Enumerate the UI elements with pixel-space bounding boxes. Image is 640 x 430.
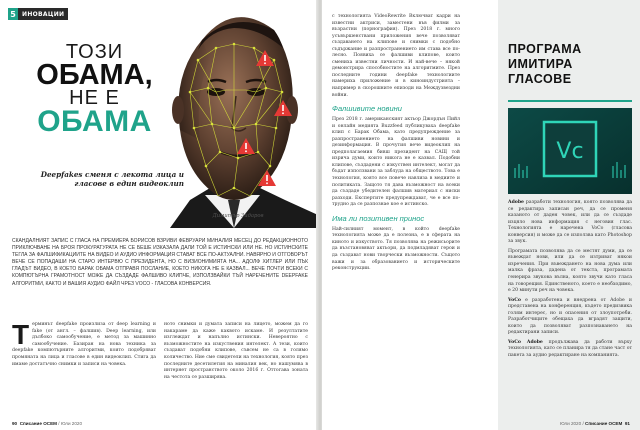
magazine-name-left: Списание ОСЕМ	[19, 421, 57, 426]
headline-line-3: НЕ Е	[69, 87, 120, 109]
body-column-1	[12, 319, 156, 381]
section-tag	[8, 8, 68, 20]
right-page	[322, 0, 640, 430]
headline-line-4: ОБАМА	[37, 105, 152, 138]
sidebar-paragraph-3	[508, 298, 632, 337]
issue-date-right: Юли 2020	[559, 421, 582, 426]
subheading-fake-news: Фалшивите новини	[332, 104, 402, 114]
headline-line-1: ТОЗИ	[65, 41, 124, 63]
body-column-1-text: ерминът deepfake произлиза от deep learning и fake (от англ. – фалшив). Deep learning, или дълбоко самообучение, е метод за машинно самообучение. Базиран на нова техника за deepfake компютърните алгоритми, които подобряват промяната на лица и гласове в един видеоклип. Стига да имаме достатъчно снимки и записи на човека.	[12, 322, 156, 367]
sidebar-p3-text: е разработена и внедрена от Adobe и представена на конференция, където предизвика голям интерес, но и опасения от злоупотреби. Разработчиците обещаха да вградят защити, които да позволяват разпознаването на редактирани записи.	[508, 297, 632, 336]
folio-left: 90 Списание ОСЕМ / Юли 2020	[12, 421, 83, 426]
sidebar-paragraph-2: Програмата позволява да се местят думи, да се въвеждат нови, или да се изтриват някои изречения. При въвеждането на нова дума или малка фраза, дадена от текста, програмата генерира звукова вълна, която звучи като гласа на говорещия. Единственото, което е необходимо, е 20 минути реч на човека.	[508, 248, 632, 294]
headline-line-2: ОБАМА,	[36, 59, 153, 91]
article-column-3	[332, 14, 460, 276]
sidebar-p1-text: разработи технология, която позволява да се редактира записан реч, да се променя казаното от даден човек, или да се създаде изцяло нова информация с неговия глас. Технологията е наречена VoCo (гласова конверсия) и може да се използва като Photoshop за звук.	[508, 200, 632, 245]
issue-date-left: Юли 2020	[60, 421, 83, 426]
voco-adobe-bold: VoCo Adobe	[508, 339, 543, 345]
body-column-2-text: ното снимки и думата записи на лицето, можем да го накараме да каже каквото искаме. И резултатите изглеждат и напълно истински. Невероятно с възможностите на изкуствения интелект. А тези, които създават подобни клипове, съвсем не са в голямо количество. Ние сме свидетели на технология, която през последните десетилетия на миналия век, но нашумява в интернет пространството около 2016 г. Оттогава зоната на честота се разширява.	[164, 322, 308, 380]
voco-app-icon-image	[508, 108, 632, 194]
folio-right: Юли 2020 / Списание ОСЕМ 91	[559, 421, 630, 426]
left-page	[0, 0, 318, 430]
author-byline: Димитър Зидаров	[212, 213, 264, 219]
magazine-name-right: Списание ОСЕМ	[585, 421, 623, 426]
col3-paragraph-1: с технологията VideoRewrite Включват кадри на известни актриси, заместени във филми за възрастни (порнография). През 2018 г. много усъвършенствани приложения вече позволяват създаването на клипове и снимки с подобно съдържание и разпространението им става все по-лесно. Появиха се фалшиви клипове, които смениха известни личности. И най-вече – някой демонстрира способностите на алгоритмите. През последните години deepfake технологиите намериха приложение и в киноиндустрията – например в скорошните епизоди на Междузвездни войни.	[332, 14, 460, 98]
section-label: ИНОВАЦИИ	[18, 8, 68, 20]
col3-paragraph-2: През 2018 г. американският актьор Джордън Пийл и онлайн медията Buzzfeed публикуваха deepfake клип с Барак Обама, като предупреждение за разпространението на фалшиви новини и дезинформация. В прочутия вече видеоклип на предполагаемия бивш президент на САЩ той изрича думи, които никога не е казвал. Подобни клипове, създадени с изкуствен интелект, могат да бъдат използвани за заблуда на обществото. Това е технология, която все повече навлиза в медиите и политиката. Защото тя дава възможност на всеки да създаде убедителен фалшив материал с ниски разходи. Експертите предупреждават, че е все по-трудно да се разпознае кое е истинско.	[332, 117, 460, 208]
page-number-right: 91	[624, 421, 630, 426]
voco-logo-icon	[508, 108, 632, 194]
subheading-positive-contribution: Има ли позитивен принос	[332, 213, 425, 223]
page-number-left: 90	[12, 421, 18, 426]
voco-bold: VoCo	[508, 297, 521, 303]
svg-text:Vc: Vc	[556, 139, 584, 164]
sidebar-paragraph-1	[508, 200, 632, 246]
section-number: 5	[8, 8, 18, 20]
sidebar-title: ПРОГРАМА ИМИТИРА ГЛАСОВЕ	[508, 42, 582, 86]
col3-paragraph-3: Най-силният момент, в който deepfake технологията може да е полезна, е в сферата на киното и изкуството. Тя позволява на режисьорите да възстановяват актьори, да подмладяват герои и да създават нови творчески възможности. Същото важи и за образованието и историческите реконструкции.	[332, 226, 460, 272]
body-column-2	[164, 322, 308, 381]
adobe-bold: Adobe	[508, 200, 524, 205]
sidebar-divider	[508, 100, 632, 102]
sidebar-p4-text: продължава да работи върху технологията, като се планира тя да стане част от пакета за аудио редактиране на компанията.	[508, 339, 632, 359]
sidebar-box	[498, 0, 640, 430]
sidebar-paragraph-4	[508, 340, 632, 360]
headline	[12, 42, 177, 136]
sidebar-text	[508, 200, 632, 363]
article-body-left	[12, 319, 308, 381]
subheadline: Deepfakes сменя с лекота лица и гласове в един видеоклип	[40, 170, 184, 188]
lead-paragraph: СКАНДАЛНИЯТ ЗАПИС С ГЛАСА НА ПРЕМИЕРА БОРИСОВ ВЗРИВИ ФЕВРУАРИ МИНАЛИЯ МЕСЕЦ ДО РЕДАКЦИОННОТО ПРИКЛЮЧВАНЕ НА БРОЯ ПРОКУРАТУРАТА НЕ СЕ БЕШЕ ИЗКАЗАЛА ДАЛИ ТОЙ Е ИСТИНСКИ ИЛИ НЕ. НО ИСТИНСКИТЕ ТЕГЛА ЗА ФАЛШИФИКАЦИИТЕ НА ВИДЕО И АУДИО ИНФОРМАЦИЯ СТАВАТ ВСЕ ПО-АКТУАЛНИ. НАВЯРНО И ОТГОВОРЪТ ВЕЧЕ СЕ ПОПАДАШИ НА СТАРО ИНТЕРВЮ С ПРЕЗИДЕНТА, НО С ВИЗИОНИМИЯТА НА... АДОЛФ ХИТЛЕР ИЛИ ПЪК ГЛАДЪТ ВИДЕО, В КОЕТО БАРАК ОБАМА ОТПРАВЯ ПОСЛАНИЕ, КОЕТО НИКОГА НЕ Е КАЗВАЛ... ВЕЧЕ ПОЧТИ ВСЕКИ С КОМПЮТЪРНА ГРАМОТНОСТ МОЖЕ ДА СЪЗДАДЕ ФАЛШИВО КЛИПЧЕ, ИЗПОЛЗВАЙКИ ТЪЙ НАРЕЧЕНИТЕ DEEPFAKE АЛГОРИТМИ, КАКТО И ВАШИЯ АУДИО ФАЙЛ ЧРЕЗ VOCO - ГЛАСОВА КОНВЕРСИЯ.	[12, 238, 308, 287]
drop-cap: Т	[12, 319, 30, 350]
